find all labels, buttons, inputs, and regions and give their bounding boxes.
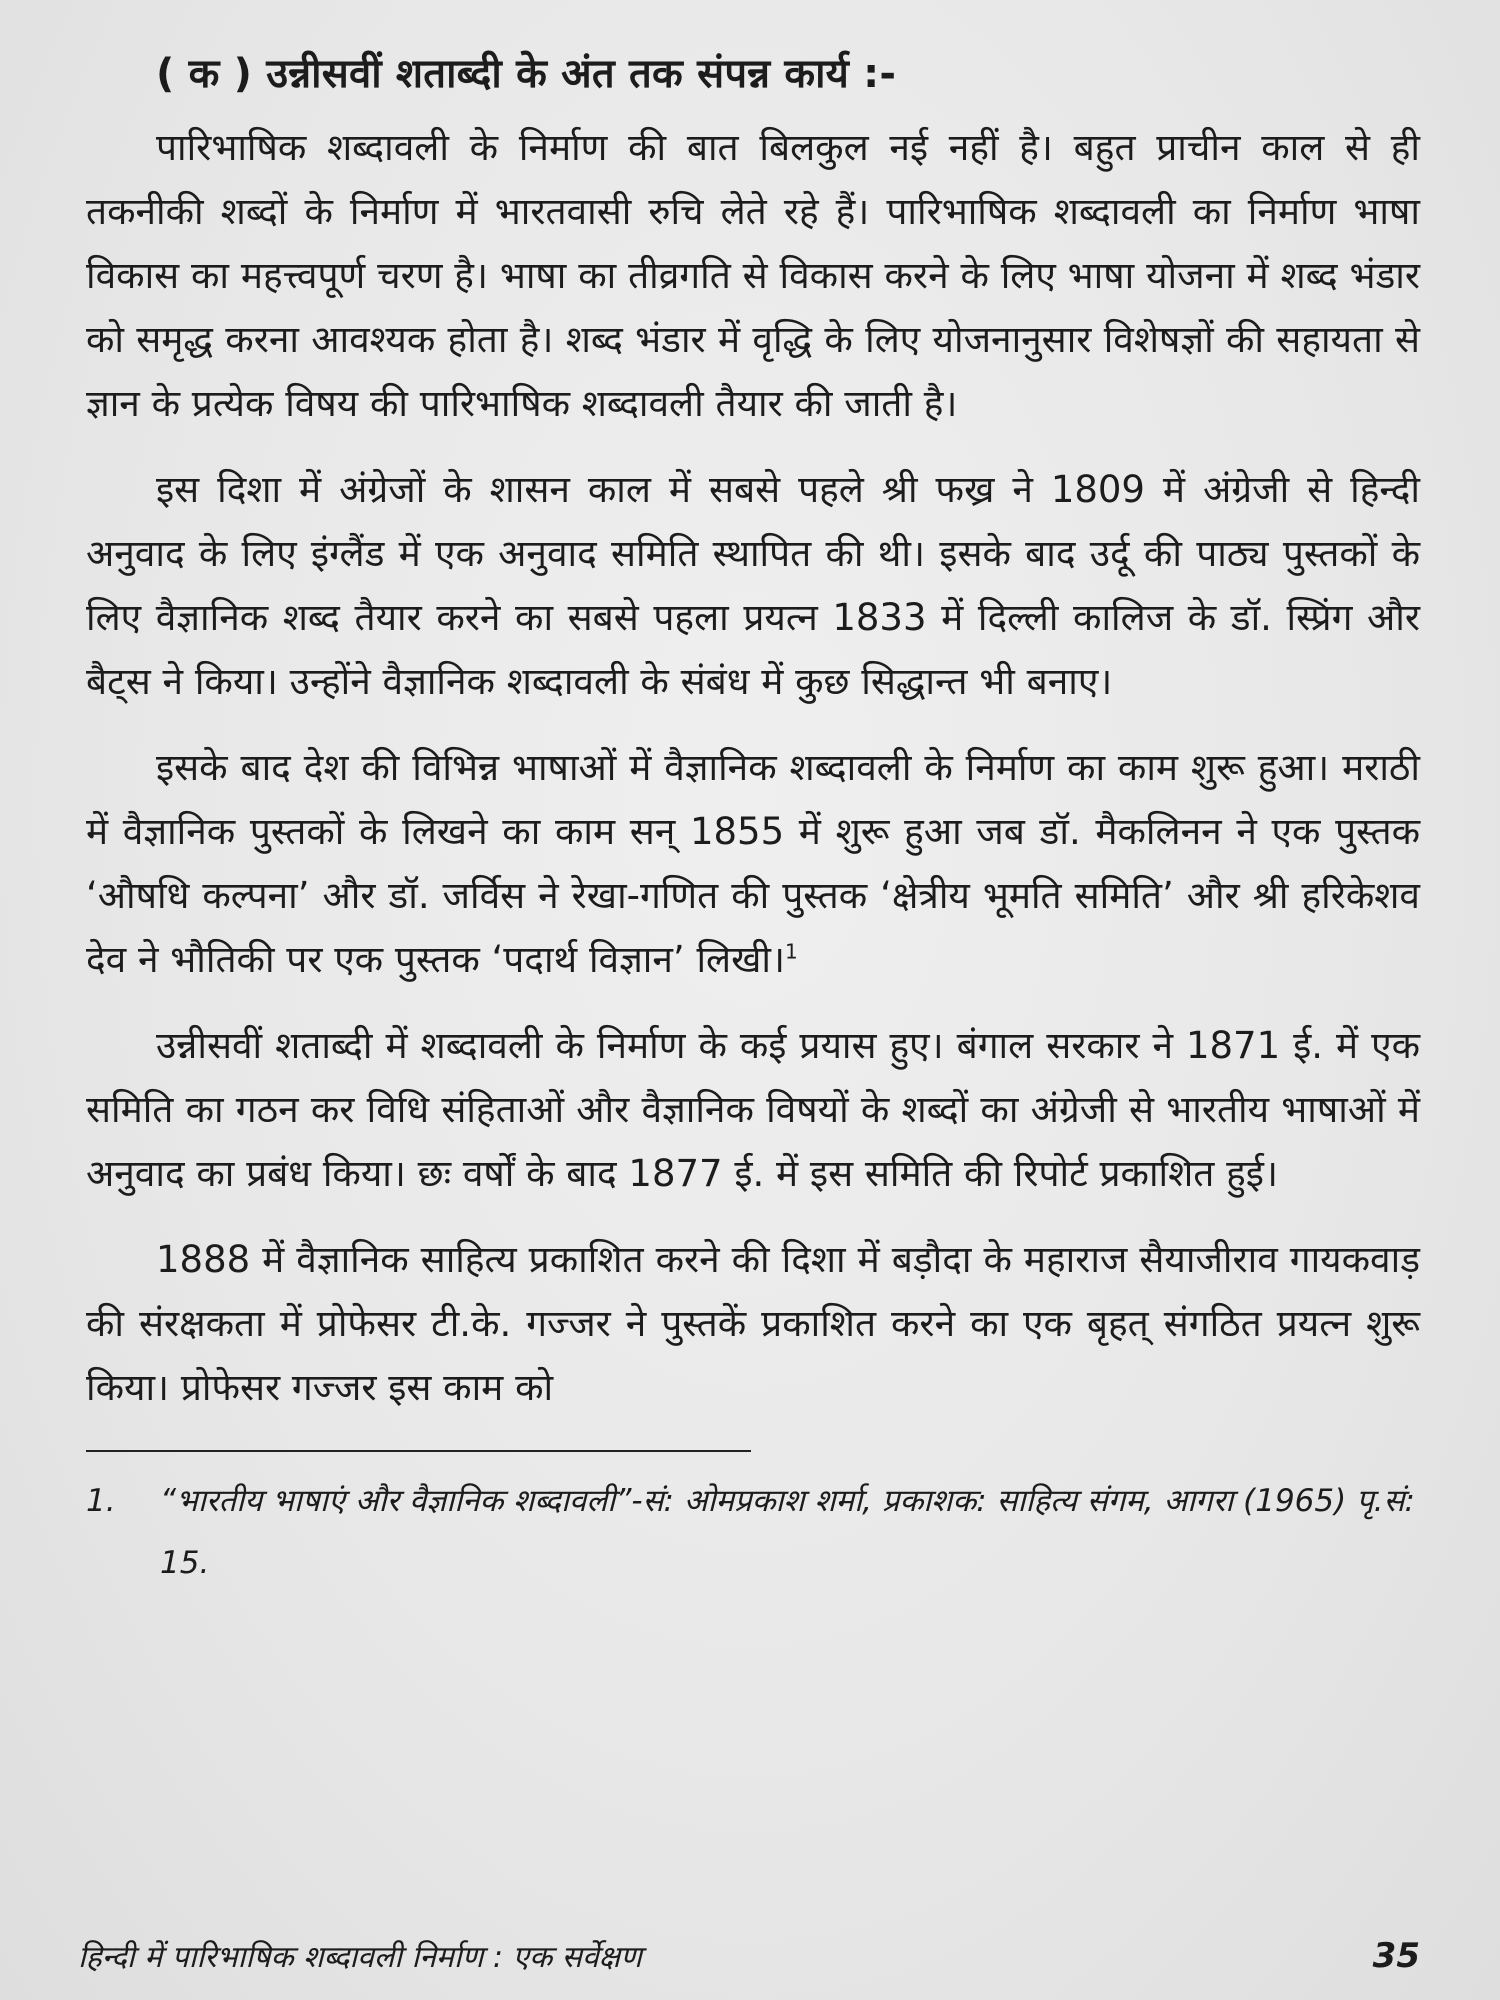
paragraph-2: इस दिशा में अंग्रेजों के शासन काल में सबसे पहले श्री फख्र ने 1809 में अंग्रेजी से हिन्दी अनुवाद के लिए इंग्लैंड में एक अनुवाद समिति स्थापित की थी। इसके बाद उर्दू की पाठ्य पुस्तकों के लिए वैज्ञानिक शब्द तैयार करने का सबसे पहला प्रयत्न 1833 में दिल्ली कालिज के डॉ. स्प्रिंग और बैट्स ने किया। उन्होंने वैज्ञानिक शब्दावली के संबंध में कुछ सिद्धान्त भी बनाए। [86,468,1420,703]
footnote [86,1470,1420,1594]
paragraph-1: पारिभाषिक शब्दावली के निर्माण की बात बिलकुल नई नहीं है। बहुत प्राचीन काल से ही तकनीकी शब्दों के निर्माण में भारतवासी रुचि लेते रहे हैं। पारिभाषिक शब्दावली का निर्माण भाषा विकास का महत्त्वपूर्ण चरण है। भाषा का तीव्रगति से विकास करने के लिए भाषा योजना में शब्द भंडार को समृद्ध करना आवश्यक होता है। शब्द भंडार में वृद्धि के लिए योजनानुसार विशेषज्ञों की सहायता से ज्ञान के प्रत्येक विषय की पारिभाषिक शब्दावली तैयार की जाती है। [86,126,1420,425]
paragraph-4: उन्नीसवीं शताब्दी में शब्दावली के निर्माण के कई प्रयास हुए। बंगाल सरकार ने 1871 ई. में एक समिति का गठन कर विधि संहिताओं और वैज्ञानिक विषयों के शब्दों का अंग्रेजी से भारतीय भाषाओं में अनुवाद का प्रबंध किया। छः वर्षों के बाद 1877 ई. में इस समिति की रिपोर्ट प्रकाशित हुई। [86,1024,1420,1195]
running-footer-title: हिन्दी में पारिभाषिक शब्दावली निर्माण : एक सर्वेक्षण [78,1940,642,1975]
page-footer [78,1935,1420,1976]
page-number: 35 [1372,1936,1420,1976]
section-heading: ( क ) उन्नीसवीं शताब्दी के अंत तक संपन्न कार्य :- [156,51,897,97]
footnote-text: “भारतीय भाषाएं और वैज्ञानिक शब्दावली”-सं: ओमप्रकाश शर्मा, प्रकाशक: साहित्य संगम, आगरा (1965) पृ.सं: 15. [160,1483,1415,1581]
footnote-divider [86,1450,751,1452]
paragraph-5: 1888 में वैज्ञानिक साहित्य प्रकाशित करने की दिशा में बड़ौदा के महाराज सैयाजीराव गायकवाड़ की संरक्षकता में प्रोफेसर टी.के. गज्जर ने पुस्तकें प्रकाशित करने का एक बृहत् संगठित प्रयत्न शुरू किया। प्रोफेसर गज्जर इस काम को [86,1238,1420,1409]
footnote-reference: 1 [785,939,798,964]
paragraph-3-text: इसके बाद देश की विभिन्न भाषाओं में वैज्ञानिक शब्दावली के निर्माण का काम शुरू हुआ। मराठी में वैज्ञानिक पुस्तकों के लिखने का काम सन् 1855 में शुरू हुआ जब डॉ. मैकलिनन ने एक पुस्तक ‘औषधि कल्पना’ और डॉ. जर्विस ने रेखा-गणित की पुस्तक ‘क्षेत्रीय भूमति समिति’ और श्री हरिकेशव देव ने भौतिकी पर एक पुस्तक ‘पदार्थ विज्ञान’ लिखी। [86,746,1420,981]
paragraph-3 [86,736,1420,992]
footnote-number: 1. [86,1483,116,1519]
